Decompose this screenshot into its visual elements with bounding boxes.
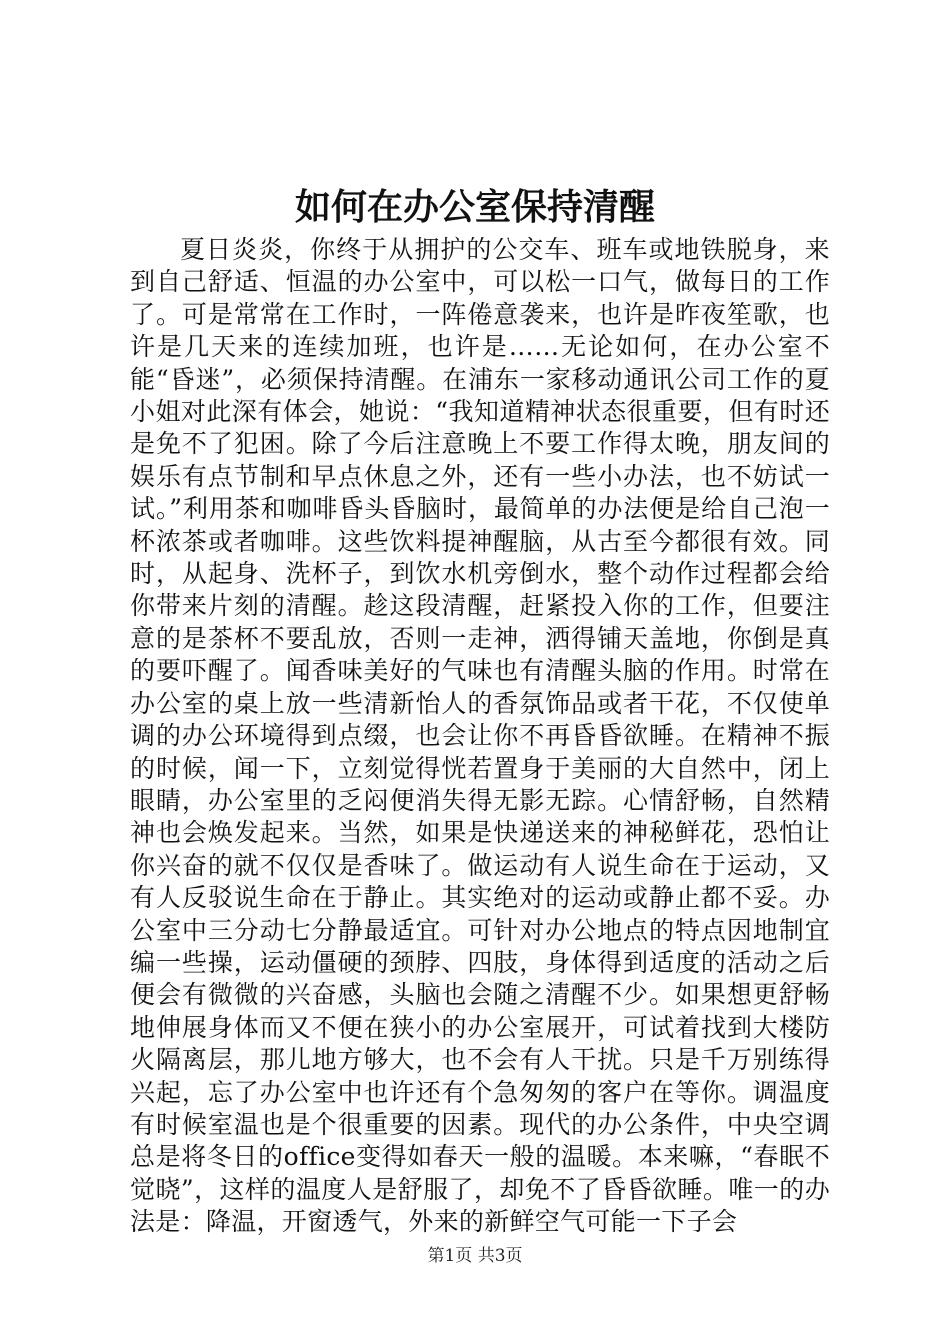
page-title: 如何在办公室保持清醒 (294, 186, 655, 228)
body-paragraph: 夏日炎炎，你终于从拥护的公交车、班车或地铁脱身，来到自己舒适、恒温的办公室中，可以松一口气，做每日的工作了。可是常常在工作时，一阵倦意袭来，也许是昨夜笙歌，也许是几天来的连续加班，也许是……无论如何，在办公室不能“昏迷”，必须保持清醒。在浦东一家移动通讯公司工作的夏小姐对此深有体会，她说：“我知道精神状态很重要，但有时还是免不了犯困。除了今后注意晚上不要工作得太晚，朋友间的娱乐有点节制和早点休息之外，还有一些小办法，也不妨试一试。”利用茶和咖啡昏头昏脑时，最简单的办法便是给自己泡一杯浓茶或者咖啡。这些饮料提神醒脑，从古至今都很有效。同时，从起身、洗杯子，到饮水机旁倒水，整个动作过程都会给你带来片刻的清醒。趁这段清醒，赶紧投入你的工作，但要注意的是茶杯不要乱放，否则一走神，洒得铺天盖地，你倒是真的要吓醒了。闻香味美好的气味也有清醒头脑的作用。时常在办公室的桌上放一些清新怡人的香氛饰品或者干花，不仅使单调的办公环境得到点缀，也会让你不再昏昏欲睡。在精神不振的时候，闻一下，立刻觉得恍若置身于美丽的大自然中，闭上眼睛，办公室里的乏闷便消失得无影无踪。心情舒畅，自然精神也会焕发起来。当然，如果是快递送来的神秘鲜花，恐怕让你兴奋的就不仅仅是香味了。做运动有人说生命在于运动，又有人反驳说生命在于静止。其实绝对的运动或静止都不妥。办公室中三分动七分静最适宜。可针对办公地点的特点因地制宜编一些操，运动僵硬的颈脖、四肢，身体得到适度的活动之后便会有微微的兴奋感，头脑也会随之清醒不少。如果想更舒畅地伸展身体而又不便在狭小的办公室展开，可试着找到大楼防火隔离层，那儿地方够大，也不会有人干扰。只是千万别练得兴起，忘了办公室中也许还有个急匆匆的客户在等你。调温度有时候室温也是个很重要的因素。现代的办公条件，中央空调总是将冬日的office变得如春天一般的温暖。本来嘛，“春眠不觉晓”，这样的温度人是舒服了，却免不了昏昏欲睡。唯一的办法是：降温，开窗透气，外来的新鲜空气可能一下子会 (130, 235, 830, 1237)
page-footer: 第1页 共3页 (427, 1246, 523, 1266)
